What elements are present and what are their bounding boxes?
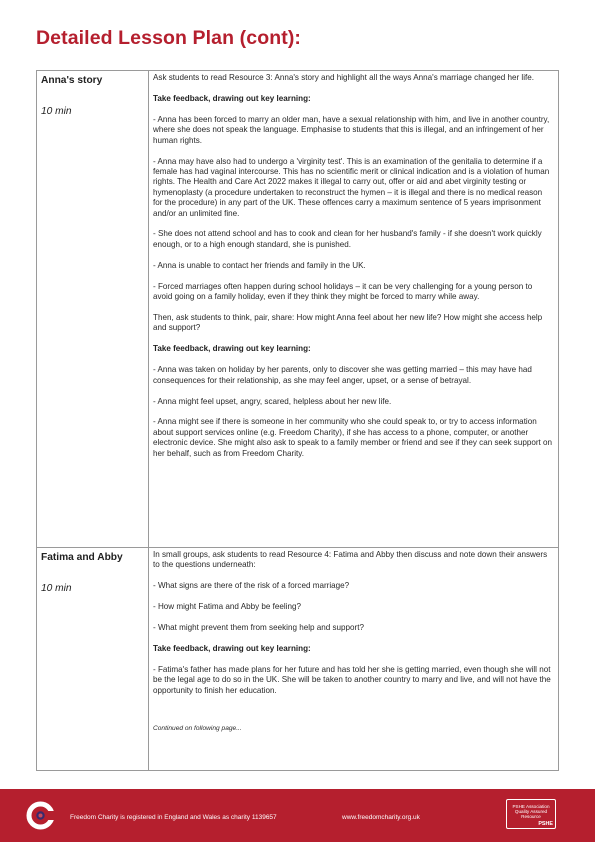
key-learning-point: - Anna might feel upset, angry, scared, helpless about her new life. xyxy=(153,396,392,406)
instruction-paragraph: Then, ask students to think, pair, share: How might Anna feel about her new life? How might she access help and support? xyxy=(153,313,543,333)
charity-registration: Freedom Charity is registered in England and Wales as charity 1139657 xyxy=(70,814,277,821)
badge-line: Quality Assured xyxy=(514,809,548,814)
activity-content-cell xyxy=(149,71,558,547)
table-row xyxy=(37,71,558,548)
pshe-quality-badge xyxy=(506,799,556,829)
activity-duration: 10 min xyxy=(41,106,72,117)
key-learning-point: - Anna was taken on holiday by her parents, only to discover she was getting married – this may have had consequences for their relationship, as she may feel anger, upset, or a sense of betrayal. xyxy=(153,365,532,385)
instruction-paragraph: In small groups, ask students to read Resource 4: Fatima and Abby then discuss and note down their answers to the questions underneath: xyxy=(153,550,548,570)
discussion-question: - How might Fatima and Abby be feeling? xyxy=(153,602,302,612)
key-learning-point: - She does not attend school and has to cook and clean for her husband's family - if she doesn't work quickly enough, or to a high enough standard, she is punished. xyxy=(153,229,542,249)
key-learning-point: - Anna is unable to contact her friends and family in the UK. xyxy=(153,260,366,270)
badge-line: PSHE Association xyxy=(512,804,550,809)
table-row xyxy=(37,548,558,770)
discussion-question: - What signs are there of the risk of a forced marriage? xyxy=(153,581,350,591)
lesson-plan-table xyxy=(36,70,559,771)
key-learning-point: - Anna has been forced to marry an older man, have a sexual relationship with him, and live in another country, where she does not speak the language. Emphasise to students that this is illegal, and an infringement of her human rights. xyxy=(153,114,550,145)
page-footer xyxy=(0,789,595,842)
badge-line: PSHE xyxy=(538,821,553,827)
instruction-paragraph: Ask students to read Resource 3: Anna's story and highlight all the ways Anna's marriage changed her life. xyxy=(153,73,535,82)
page-title: Detailed Lesson Plan (cont): xyxy=(36,27,302,49)
website-link[interactable]: www.freedomcharity.org.uk xyxy=(342,814,420,821)
freedom-charity-logo-icon xyxy=(25,800,56,831)
discussion-question: - What might prevent them from seeking help and support? xyxy=(153,623,364,633)
continued-note: Continued on following page... xyxy=(153,725,242,733)
key-learning-heading: Take feedback, drawing out key learning: xyxy=(153,644,311,654)
activity-duration: 10 min xyxy=(41,583,72,594)
badge-line: Resource xyxy=(521,814,541,819)
activity-content-cell xyxy=(149,548,558,770)
activity-heading: Fatima and Abby xyxy=(41,552,123,563)
key-learning-heading: Take feedback, drawing out key learning: xyxy=(153,344,311,354)
activity-label-cell xyxy=(37,548,149,770)
key-learning-point: - Anna might see if there is someone in her community who she could speak to, or try to access information about support services online (e.g. Freedom Charity), if she has access to a phone, computer, or another electronic device. She might also ask to speak to a family member or friend and see if they can seek support on her behalf, such as from Freedom Charity. xyxy=(153,417,553,458)
key-learning-point: - Forced marriages often happen during school holidays – it can be very challenging for a young person to avoid going on a family holiday, even if they think they might be forced to marry while away. xyxy=(153,281,533,302)
key-learning-point: - Fatima's father has made plans for her future and has told her she is getting married, even though she will not be the legal age to do so in the UK. She will be taken to another country to marry and live, and will not have the opportunity to finish her education. xyxy=(153,664,551,695)
key-learning-point: - Anna may have also had to undergo a 'virginity test'. This is an examination of the genitalia to determine if a female has had vaginal intercourse. This has no scientific merit or clinical indication and is a violation of human rights. The Health and Care Act 2022 makes it illegal to carry out, offer or aid and abet virginity testing or hymenoplasty (a procedure undertaken to reconstruct the hymen – it is illegal and there is no medical reason for the procedure) in any part of the UK. These offences carry a maximum sentence of 5 years imprisonment and/or an unlimited fine. xyxy=(153,156,550,218)
activity-label-cell xyxy=(37,71,149,547)
activity-heading: Anna's story xyxy=(41,75,103,86)
key-learning-heading: Take feedback, drawing out key learning: xyxy=(153,93,311,103)
